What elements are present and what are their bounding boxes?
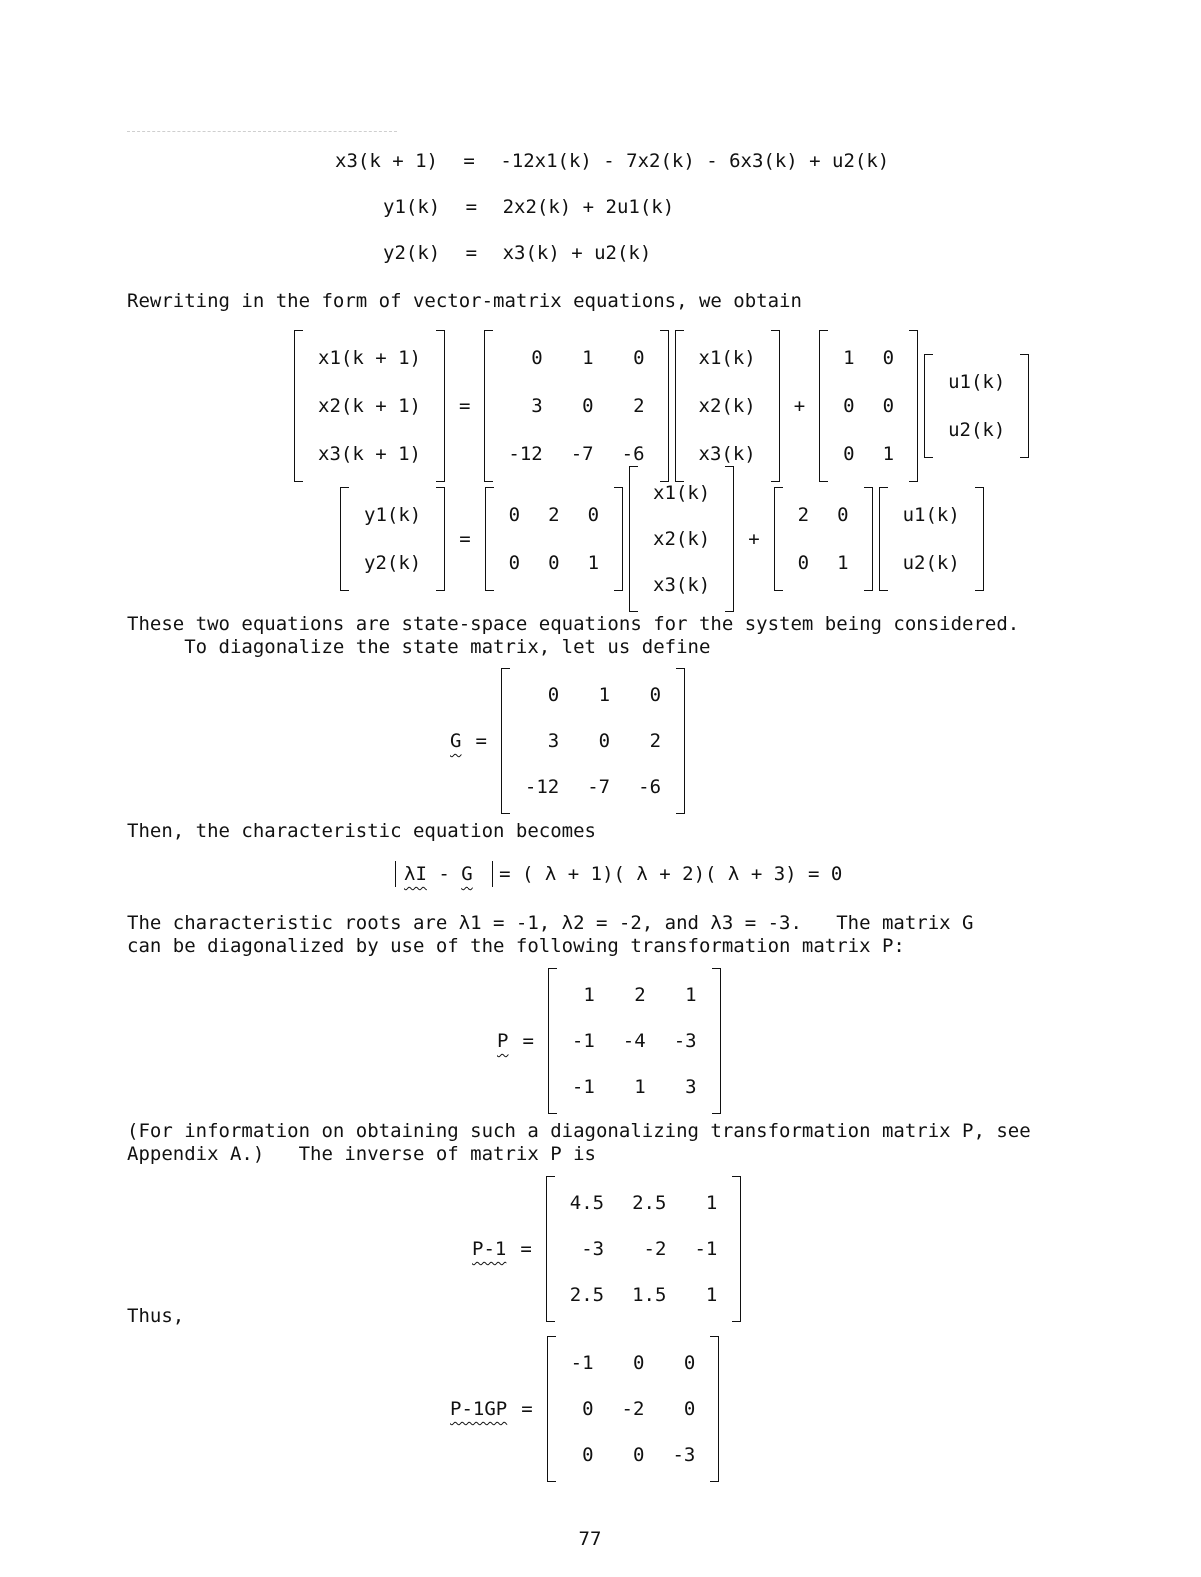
scan-smudge: [127, 131, 397, 133]
minus-sign: -: [438, 863, 450, 885]
text-thus: Thus,: [127, 1305, 185, 1327]
matrix-cell: 0: [531, 347, 543, 369]
G-symbol: G: [461, 863, 473, 885]
matrix-cell: 1: [685, 984, 697, 1006]
eq-lhs: x3(k + 1): [335, 150, 438, 172]
matrix-cell: 3: [531, 395, 543, 417]
plus-sign: +: [748, 528, 760, 550]
matrix-cell: -7: [587, 776, 611, 798]
matrix-cell: -12: [508, 443, 543, 465]
equation-y2: [383, 242, 651, 264]
matrix-cell: 0: [548, 552, 560, 574]
state-equation: [294, 334, 1029, 478]
P-inverse-G-P-label: P-1GP: [450, 1398, 508, 1420]
P-matrix: [548, 972, 721, 1110]
equation-y1: [383, 196, 674, 218]
matrix-cell: 2: [634, 984, 646, 1006]
P-inverse-label: P-1: [472, 1238, 507, 1260]
matrix-cell: 0: [508, 552, 521, 574]
diagonal-matrix: [547, 1340, 720, 1478]
state-x-vector: [675, 334, 780, 478]
matrix-cell: 1: [705, 1192, 718, 1214]
matrix-cell: 0: [797, 552, 810, 574]
matrix-cell: 1: [837, 552, 849, 574]
matrix-cell: 0: [843, 395, 855, 417]
state-matrix-A: [484, 334, 668, 478]
matrix-cell: 1.5: [632, 1284, 667, 1306]
text-roots-line-1: The characteristic roots are λ1 = -1, λ2 = -2, and λ3 = -3. The matrix G: [127, 912, 974, 934]
char-rhs: = ( λ + 1)( λ + 2)( λ + 3) = 0: [499, 863, 843, 885]
matrix-cell: 2: [548, 504, 560, 526]
matrix-cell: 1: [634, 1076, 646, 1098]
output-x-vector: [629, 470, 734, 608]
matrix-cell: 0: [837, 504, 849, 526]
matrix-cell: 1: [705, 1284, 718, 1306]
P-label: P: [497, 1030, 509, 1052]
state-lhs-vector: [294, 334, 445, 478]
matrix-cell: -2: [643, 1238, 667, 1260]
vec-entry: u2(k): [948, 419, 1006, 441]
eq-rhs: x3(k) + u2(k): [502, 242, 652, 264]
vec-entry: x2(k + 1): [318, 395, 421, 417]
matrix-cell: 1: [598, 684, 611, 706]
vec-entry: x1(k): [698, 347, 756, 369]
matrix-cell: 0: [508, 504, 521, 526]
text-diagonalize: To diagonalize the state matrix, let us define: [127, 636, 711, 658]
equation-x3: [335, 150, 889, 172]
matrix-cell: 0: [633, 347, 645, 369]
matrix-cell: 0: [582, 395, 594, 417]
input-matrix-B: [819, 334, 918, 478]
text-rewriting: Rewriting in the form of vector-matrix equations, we obtain: [127, 290, 802, 312]
G-definition: [450, 672, 685, 810]
eq-lhs: y2(k): [383, 242, 441, 264]
matrix-cell: 0: [582, 1398, 594, 1420]
eq-lhs: y1(k): [383, 196, 441, 218]
eq-rel: =: [463, 150, 475, 172]
eq-rhs: -12x1(k) - 7x2(k) - 6x3(k) + u2(k): [500, 150, 890, 172]
eq-rhs: 2x2(k) + 2u1(k): [502, 196, 675, 218]
matrix-cell: 0: [683, 1398, 696, 1420]
matrix-cell: 0: [843, 443, 855, 465]
matrix-cell: -2: [621, 1398, 645, 1420]
equals-sign: =: [459, 528, 471, 550]
equals-sign: =: [475, 730, 487, 752]
matrix-cell: 1: [587, 552, 600, 574]
matrix-cell: -3: [672, 1444, 696, 1466]
vec-entry: x3(k + 1): [318, 443, 421, 465]
matrix-cell: -1: [694, 1238, 718, 1260]
feedthrough-matrix-D: [774, 491, 873, 587]
output-lhs-vector: [340, 491, 445, 587]
matrix-cell: 2.5: [632, 1192, 667, 1214]
vec-entry: u2(k): [902, 552, 960, 574]
vec-entry: x1(k): [653, 482, 711, 504]
matrix-cell: -1: [571, 1030, 595, 1052]
output-u-vector: [879, 491, 984, 587]
matrix-cell: 2: [633, 395, 645, 417]
matrix-cell: -6: [638, 776, 662, 798]
text-roots-line-2: can be diagonalized by use of the following transformation matrix P:: [127, 935, 905, 957]
P-inverse-matrix: [546, 1180, 742, 1318]
equals-sign: =: [520, 1238, 532, 1260]
P-inverse-definition: [472, 1180, 741, 1318]
page-number: 77: [578, 1528, 602, 1550]
matrix-cell: -1: [571, 1076, 595, 1098]
matrix-cell: 0: [882, 395, 895, 417]
matrix-cell: 1: [582, 347, 594, 369]
vec-entry: x2(k): [653, 528, 711, 550]
matrix-cell: 0: [649, 684, 662, 706]
vec-entry: u1(k): [948, 371, 1006, 393]
text-characteristic: Then, the characteristic equation becomes: [127, 820, 596, 842]
matrix-cell: 1: [843, 347, 855, 369]
vec-entry: x3(k): [698, 443, 756, 465]
matrix-cell: 0: [587, 504, 600, 526]
lambda-I: λI: [404, 863, 427, 885]
text-info-line-1: (For information on obtaining such a diagonalizing transformation matrix P, see: [127, 1120, 1031, 1142]
G-matrix: [501, 672, 685, 810]
matrix-cell: 0: [882, 347, 895, 369]
vec-entry: y1(k): [364, 504, 422, 526]
vec-entry: y2(k): [364, 552, 422, 574]
text-state-space: These two equations are state-space equations for the system being considered.: [127, 613, 1020, 635]
vec-entry: x3(k): [653, 574, 711, 596]
matrix-cell: 0: [547, 684, 560, 706]
matrix-cell: 2: [797, 504, 810, 526]
matrix-cell: 0: [632, 1444, 645, 1466]
output-equation: [340, 470, 984, 608]
matrix-cell: 3: [685, 1076, 697, 1098]
equals-sign: =: [458, 395, 471, 417]
output-matrix-C: [485, 491, 623, 587]
matrix-cell: 0: [582, 1444, 594, 1466]
plus-sign: +: [793, 395, 806, 417]
text-info-line-2: Appendix A.) The inverse of matrix P is: [127, 1143, 596, 1165]
P-definition: [497, 972, 721, 1110]
matrix-cell: -12: [524, 776, 560, 798]
equals-sign: =: [521, 1398, 533, 1420]
matrix-cell: -3: [673, 1030, 697, 1052]
vec-entry: x2(k): [698, 395, 756, 417]
matrix-cell: -7: [570, 443, 594, 465]
matrix-cell: -3: [581, 1238, 605, 1260]
determinant: [395, 861, 493, 887]
matrix-cell: -6: [621, 443, 645, 465]
matrix-cell: 0: [632, 1352, 645, 1374]
matrix-cell: -4: [622, 1030, 646, 1052]
matrix-cell: 4.5: [569, 1192, 605, 1214]
matrix-cell: 2: [649, 730, 662, 752]
vec-entry: x1(k + 1): [318, 347, 421, 369]
G-label: G: [450, 730, 462, 752]
matrix-cell: 0: [683, 1352, 696, 1374]
equals-sign: =: [522, 1030, 534, 1052]
matrix-cell: -1: [570, 1352, 594, 1374]
diagonalized-matrix-definition: [450, 1340, 719, 1478]
matrix-cell: 2.5: [569, 1284, 605, 1306]
vec-entry: u1(k): [902, 504, 960, 526]
eq-rel: =: [465, 196, 478, 218]
matrix-cell: 1: [583, 984, 595, 1006]
matrix-cell: 3: [547, 730, 560, 752]
eq-rel: =: [465, 242, 478, 264]
characteristic-equation: [395, 863, 842, 885]
matrix-cell: 0: [598, 730, 611, 752]
matrix-cell: 1: [882, 443, 895, 465]
state-u-vector: [924, 358, 1029, 454]
